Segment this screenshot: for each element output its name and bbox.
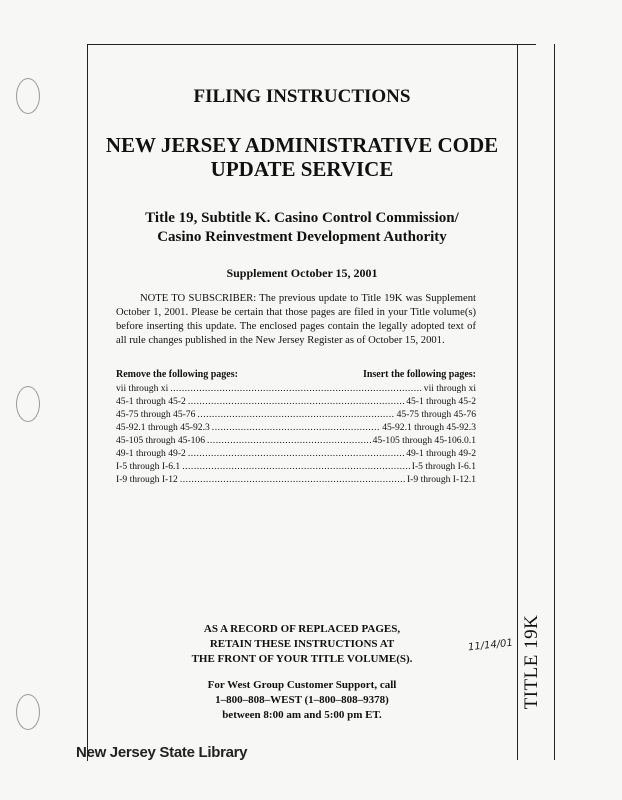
- remove-pages: 45-1 through 45-2: [116, 396, 186, 407]
- page-replacement-list: [116, 368, 476, 486]
- list-item: [116, 382, 476, 395]
- support-line-2: 1–800–808–WEST (1–800–808–9378): [215, 694, 389, 706]
- list-item: [116, 460, 476, 473]
- punch-hole-middle: [16, 386, 40, 422]
- insert-pages: 45-92.1 through 45-92.3: [382, 422, 476, 433]
- list-item: [116, 473, 476, 486]
- subtitle: [87, 209, 517, 247]
- insert-pages: 45-1 through 45-2: [406, 396, 476, 407]
- punch-hole-top: [16, 78, 40, 114]
- subscriber-note: [116, 292, 476, 348]
- subscriber-note-text: NOTE TO SUBSCRIBER: The previous update to Title 19K was Supplement October 1, 2001. Please be certain that those pages are filed in your Title volume(s) before inserting this update. The enclosed pages contain the legally adopted text of all rule changes published in the New Jersey Register as of October 15, 2001.: [116, 293, 476, 346]
- remove-pages: vii through xi: [116, 383, 169, 394]
- main-heading: [87, 133, 517, 181]
- dot-leader: [170, 382, 422, 395]
- insert-pages: 49-1 through 49-2: [406, 448, 476, 459]
- insert-pages: 45-75 through 45-76: [396, 409, 476, 420]
- main-heading-line-1: NEW JERSEY ADMINISTRATIVE CODE: [105, 133, 499, 157]
- list-item: [116, 434, 476, 447]
- dot-leader: [182, 460, 410, 473]
- insert-pages: vii through xi: [423, 383, 476, 394]
- dot-leader: [212, 421, 380, 434]
- record-line-3: THE FRONT OF YOUR TITLE VOLUME(S).: [191, 653, 413, 665]
- list-item: [116, 447, 476, 460]
- list-item: [116, 421, 476, 434]
- dot-leader: [180, 473, 405, 486]
- support-line-1: For West Group Customer Support, call: [207, 679, 397, 691]
- list-header: [116, 368, 476, 381]
- insert-pages: I-9 through I-12.1: [406, 474, 476, 485]
- dot-leader: [188, 395, 404, 408]
- subtitle-line-2: Casino Reinvestment Development Authority: [157, 229, 447, 245]
- list-item: [116, 408, 476, 421]
- record-line-2: RETAIN THESE INSTRUCTIONS AT: [209, 638, 395, 650]
- support-line-3: between 8:00 am and 5:00 pm ET.: [222, 709, 382, 721]
- remove-pages: 49-1 through 49-2: [116, 448, 186, 459]
- punch-hole-bottom: [16, 694, 40, 730]
- supplement-date: Supplement October 15, 2001: [226, 266, 378, 280]
- handwritten-initials: 11/14/01: [467, 637, 514, 654]
- dot-leader: [197, 408, 394, 421]
- side-tab-label: TITLE 19K: [521, 614, 542, 710]
- insert-header: Insert the following pages:: [362, 369, 476, 380]
- dot-leader: [188, 447, 404, 460]
- subtitle-line-1: Title 19, Subtitle K. Casino Control Commission/: [145, 210, 459, 226]
- library-stamp: New Jersey State Library: [76, 744, 248, 761]
- insert-pages: I-5 through I-6.1: [411, 461, 476, 472]
- tab-divider-inner: [517, 44, 518, 760]
- dot-leader: [207, 434, 371, 447]
- page-title: FILING INSTRUCTIONS: [193, 86, 411, 107]
- insert-pages: 45-105 through 45-106.0.1: [372, 435, 476, 446]
- customer-support: [87, 678, 517, 723]
- remove-header: Remove the following pages:: [116, 369, 238, 380]
- remove-pages: I-5 through I-6.1: [116, 461, 181, 472]
- remove-pages: 45-75 through 45-76: [116, 409, 196, 420]
- record-instructions: [87, 622, 517, 667]
- record-line-1: AS A RECORD OF REPLACED PAGES,: [203, 623, 401, 635]
- list-item: [116, 395, 476, 408]
- tab-divider-outer: [554, 44, 555, 760]
- remove-pages: 45-105 through 45-106: [116, 435, 205, 446]
- main-heading-line-2: UPDATE SERVICE: [210, 157, 394, 181]
- remove-pages: I-9 through I-12: [116, 474, 178, 485]
- remove-pages: 45-92.1 through 45-92.3: [116, 422, 210, 433]
